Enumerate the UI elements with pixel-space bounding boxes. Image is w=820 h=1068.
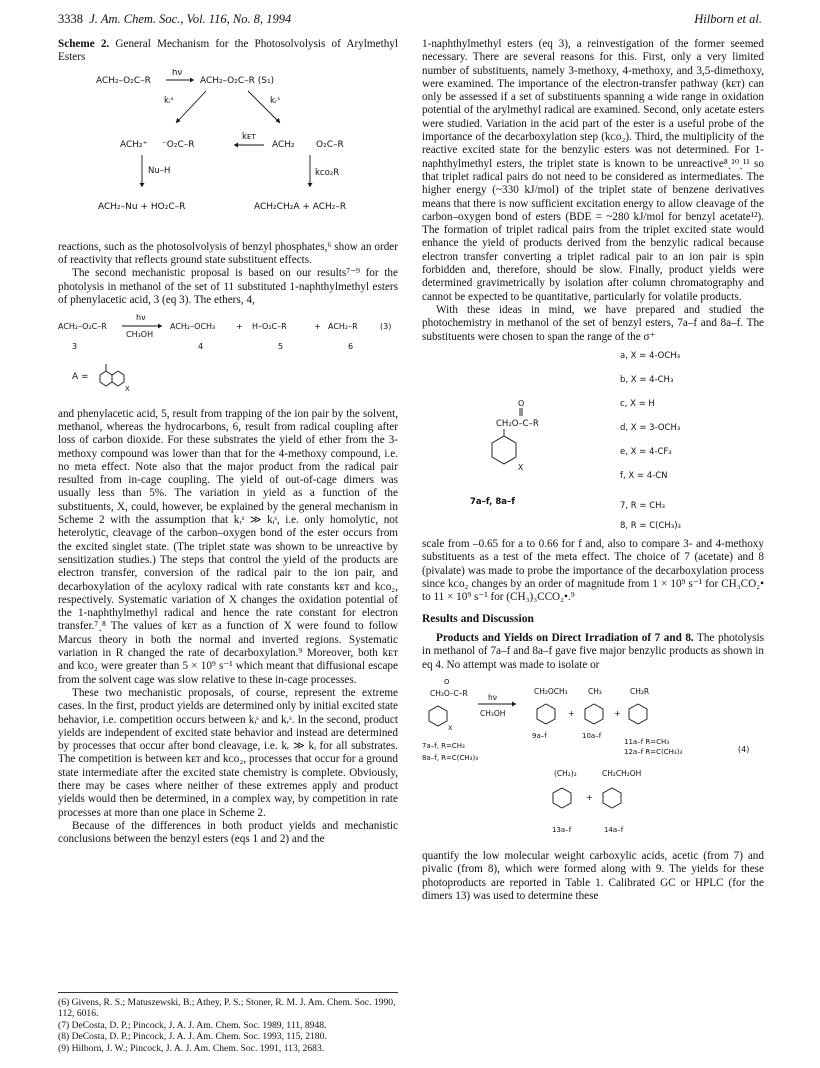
footnote: (7) DeCosta, D. P.; Pincock, J. A. J. Am. Chem. Soc. 1989, 111, 8948.: [58, 1019, 327, 1031]
eq4-product-14: [602, 769, 641, 808]
running-header: [58, 12, 762, 30]
scheme-down-arrows: [140, 155, 340, 187]
eq4-hv: hν: [488, 692, 497, 702]
right-column: [422, 38, 764, 903]
product-13-group: (CH₂)₂: [554, 768, 577, 778]
ester-structure-figure: [422, 344, 764, 534]
eq4-reactant: [429, 678, 468, 732]
footnote: (8) DeCosta, D. P.; Pincock, J. A. J. Am. Chem. Soc. 1993, 115, 2180.: [58, 1031, 327, 1043]
eq3-acid: H–O₂C–R: [252, 322, 287, 332]
r-group-item: 7, R = CH₃: [620, 500, 665, 511]
scheme-middle-row: [120, 132, 344, 150]
scheme-hv: hν: [172, 68, 183, 78]
product-10-group: CH₃: [588, 686, 602, 696]
scheme-top-row: [96, 69, 274, 86]
scheme-2-diagram: [58, 69, 398, 237]
substituent-item: b, X = 4-CH₃: [620, 374, 674, 385]
a-definition: A =: [72, 372, 89, 383]
footnote: (6) Givens, R. S.; Matuszewski, B.; Athey, P. S.; Stoner, R. M. J. Am. Chem. Soc. 1990, 112, 6016.: [58, 997, 396, 1020]
ion-pair-cation: ACH₂⁺: [120, 139, 148, 150]
eq4-product-13: [553, 769, 577, 808]
eq4-label: 7a–f, R=CH₃: [422, 741, 465, 750]
k-et-label: kᴇᴛ: [242, 131, 257, 142]
paragraph: reactions, such as the photosolvolysis of benzyl phosphates,⁶ show an order of reactivity that reflects ground state substituent effects.: [58, 240, 398, 267]
naphthyl-structure: [100, 364, 124, 386]
ion-pair-anion: ⁻O₂C–R: [162, 139, 195, 150]
scheme-reactant: ACH₂–O₂C–R: [96, 75, 151, 86]
eq4-plus: +: [568, 708, 575, 718]
eq3-reactant: ACH₂–O₂C–R: [58, 322, 107, 332]
paragraph: and phenylacetic acid, 5, result from trapping of the ion pair by the solvent, methanol, whereas the hydrocarbons, 6, result from radical coupling after loss of carbon dioxide. For these substrates the yield of ether from the 3-methoxy compound was lower than that for the 4-methoxy compound, i.e. no meta effect. Note also that the major product from the radical pair resulted from in-cage coupling. The yield of out-of-cage dimers was usually less than 5%. The variation in yield as a function of the substituents, X, could, however, be explained by the general mechanism in Scheme 2 with the assumption that kᵣˢ ≫ kᵢˢ, i.e. only homolytic, not heterolytic, cleavage of the carbon–oxygen bond of the ester occurs from the excited singlet state. (The triplet state was shown to be unreactive by sensitization studies.) The steps that control the yield of the products are electron transfer, conversion of the radical pair to the ion pair, and decarboxylation of the acyloxy radical with rate constants kᴇᴛ and kᴄᴏ₂, respectively. Systematic variation of X changes the oxidation potential of the 1-naphthylmethyl radical and hence the rate constant for electron transfer.⁷ˎ⁸ The values of kᴇᴛ as a function of X were found to follow Marcus theory in both the normal and inverted regions. Systematic variation in R changed the rate of decarboxylation.⁹ Moreover, both kᴇᴛ and kᴄᴏ₂ were greater than 5 × 10⁹ s⁻¹ which meant that diffusional escape from the solvent cage was slow relative to these in-cage processes.: [58, 407, 398, 686]
k-co2-label: kᴄᴏ₂R: [315, 167, 340, 178]
eq4-solvent: CH₃OH: [480, 708, 506, 718]
eq3-plus: +: [236, 322, 243, 332]
eq3-hv: hν: [136, 313, 146, 323]
eq3-number: (3): [380, 322, 392, 332]
benzene-ring: [492, 436, 516, 464]
branch-arrows: [164, 91, 280, 123]
paragraph: Because of the differences in both product yields and mechanistic conclusions between the benzyl esters (eqs 1 and 2) and the: [58, 819, 398, 846]
substituent-item: e, X = 4-CF₃: [620, 446, 672, 457]
benzyl-ester-structure: [470, 399, 539, 507]
paragraph: 1-naphthylmethyl esters (eq 3), a reinvestigation of the former seemed necessary. There are several reasons for this. First, only a very limited number of substituents, namely 3-methoxy, 4-methoxy, and 3,5-dimethoxy, were examined. The importance of the electron-transfer pathway (kᴇᴛ) can only be assessed if a set of substituents spanning a wide range in oxidation potential of the arylmethyl radical are examined. Second, only acetate esters were studied. Variation in the acid part of the ester is a useful probe of the importance of the decarboxylation step (kᴄᴏ₂). Third, the multiplicity of the reactive excited state for the benzylic esters was not determined. For 1-naphthylmethyl esters, the triplet state is known to be unreactive⁸ˎ¹⁰ˎ¹¹ so that triplet radical pairs do not need to be considered as intermediates. The higher energy (~330 kJ/mol) of the triplet state of benzene derivatives means that there is now sufficient excitation energy to allow cleavage of the carbon–oxygen bond of esters (BDE = ~280 kJ/mol for benzyl acetate¹²). The formation of triplet radical pairs from the triplet excited state would enhance the yield of products derived from the benzylic radical because electron transfer converting a triplet radical pair to an ion pair is spin forbidden and, therefore, should be slow. Finally, product yields were determined gravimetrically by isolation after column chromatography and cannot be expected to be quantitative, particularly for volatile products.: [422, 38, 764, 303]
eq4-ester-group: CH₂O–C–R: [430, 688, 468, 698]
product-14-group: CH₂CH₂OH: [602, 768, 642, 778]
eq4-label: 11a–f R=CH₃: [624, 737, 670, 746]
eq3-label: 3: [72, 342, 78, 352]
substituent-x: X: [448, 723, 453, 732]
ion-products: ACH₂–Nu + HO₂C–R: [98, 201, 186, 212]
paragraph: With these ideas in mind, we have prepared and studied the photochemistry in methanol of the set of benzyl esters, 7a–f and 8a–f. The substituents were chosen to span the range of the σ⁺: [422, 303, 764, 343]
page-number: 3338: [58, 12, 83, 26]
ester-group: CH₂O–C–R: [496, 418, 539, 429]
eq3-hydrocarbon: ACH₂–R: [328, 322, 358, 332]
nu-h-label: Nu–H: [148, 165, 171, 176]
eq3-plus: +: [314, 322, 321, 332]
paragraph: These two mechanistic proposals, of course, represent the extreme cases. In the first, product yields are determined only by initial excited state behavior, i.e. competition occurs between kᵢˢ and kᵣˢ. In the second, product yields are independent of excited state behavior and instead are determined by processes that occur after bond cleavage, i.e. kᵣ ≫ kᵢ for all substrates. The competition is between kᴇᴛ and kᴄᴏ₂, processes that occur for a ground state intermediate after the excited state chemistry is complete. Obviously, there may be cases where neither of these extremes apply and product yields would then be determined, in a complex way, by competition in rate processes at more than one place in Scheme 2.: [58, 686, 398, 819]
substituent-item: f, X = 4-CN: [620, 470, 668, 481]
substituent-item: c, X = H: [620, 398, 655, 409]
substituent-item: d, X = 3-OCH₃: [620, 422, 681, 433]
paragraph: [422, 632, 764, 672]
eq3-label: 6: [348, 342, 354, 352]
eq3-label: 5: [278, 342, 284, 352]
journal-citation: J. Am. Chem. Soc., Vol. 116, No. 8, 1994: [89, 12, 292, 26]
compound-label: 7a–f, 8a–f: [470, 496, 515, 507]
paragraph: quantify the low molecular weight carboxylic acids, acetic (from 7) and pivalic (from 8), which were formed along with 9. The yields for these photoproducts are reported in Table 1. Calibrated GC or HPLC (for the dimers 13) was used to determine these: [422, 850, 764, 902]
scheme-title: General Mechanism for the Photosolvolysis of Arylmethyl Esters: [58, 38, 398, 64]
substituent-x: X: [125, 385, 130, 394]
eq4-label: 13a–f: [552, 825, 572, 834]
radical-pair-benzyl: ACH₂: [272, 139, 295, 150]
k-r-label: kᵣˢ: [270, 95, 281, 106]
paragraph: The second mechanistic proposal is based on our results⁷⁻⁹ for the photolysis in methanol of the set of 11 substituted 1-naphthylmethyl esters of phenylacetic acid, 3 (eq 3). The ethers, 4,: [58, 267, 398, 307]
substituent-x: X: [518, 462, 524, 472]
carbonyl-o: O: [518, 398, 525, 408]
radical-products: ACH₂CH₂A + ACH₂–R: [254, 201, 347, 212]
footnotes: [58, 992, 398, 1054]
scheme-label: Scheme 2.: [58, 38, 110, 50]
eq4-number: (4): [738, 744, 750, 754]
hv-arrowhead: [190, 77, 194, 82]
product-11-group: CH₂R: [630, 686, 650, 696]
left-column: [58, 38, 398, 846]
equation-3: [58, 307, 398, 403]
eq3-ether: ACH₂–OCH₃: [170, 322, 216, 332]
paragraph-text: The photolysis in methanol of 7a–f and 8a–f gave five major benzylic products as shown in eq 4. No attempt was made to isolate or: [422, 631, 764, 671]
header-left: [58, 12, 291, 27]
eq4-label: 12a–f R=C(CH₃)₃: [624, 747, 683, 756]
eq4-product-9: [534, 687, 568, 724]
eq4-label: 14a–f: [604, 825, 624, 834]
eq4-plus: +: [614, 708, 621, 718]
section-heading: Results and Discussion: [422, 612, 534, 625]
eq4-label: 9a–f: [532, 731, 547, 740]
eq4-plus: +: [586, 792, 593, 802]
r-group-item: 8, R = C(CH₃)₃: [620, 520, 681, 531]
product-9-group: CH₂OCH₃: [534, 686, 568, 696]
header-authors: Hilborn et al.: [694, 12, 762, 26]
eq4-label: 10a–f: [582, 731, 602, 740]
eq4-product-11: [629, 687, 649, 724]
radical-pair-acyloxy: O₂C–R: [316, 139, 344, 150]
equation-4: [422, 672, 764, 846]
scheme-caption: [58, 38, 398, 65]
paragraph: scale from –0.65 for a to 0.66 for f and, also to compare 3- and 4-methoxy substituents as a test of the meta effect. The choice of 7 (acetate) and 8 (pivalate) was made to probe the importance of the decarboxylation process since kᴄᴏ₂ changes by an order of magnitude from 1 × 10⁹ s⁻¹ for CH₃CO₂• to 11 × 10⁹ s⁻¹ for (CH₃)₃CCO₂•.⁹: [422, 538, 764, 604]
k-i-label: kᵢˢ: [164, 95, 174, 106]
scheme-bottom-row: [98, 202, 346, 212]
footnote: (9) Hilborn, J. W.; Pincock, J. A. J. Am. Chem. Soc. 1991, 113, 2683.: [58, 1042, 325, 1054]
scheme-excited-state: ACH₂–O₂C–R (S₁): [200, 75, 275, 86]
eq3-solvent: CH₃OH: [126, 330, 154, 340]
eq4-product-10: [585, 687, 603, 724]
eq4-label: 8a–f, R=C(CH₃)₃: [422, 753, 478, 762]
run-in-heading: Products and Yields on Direct Irradiation of 7 and 8.: [436, 631, 694, 644]
carbonyl-o: O: [444, 677, 450, 686]
eq3-label: 4: [198, 342, 204, 352]
substituent-item: a, X = 4-OCH₃: [620, 350, 681, 361]
substituent-list: [620, 351, 681, 531]
